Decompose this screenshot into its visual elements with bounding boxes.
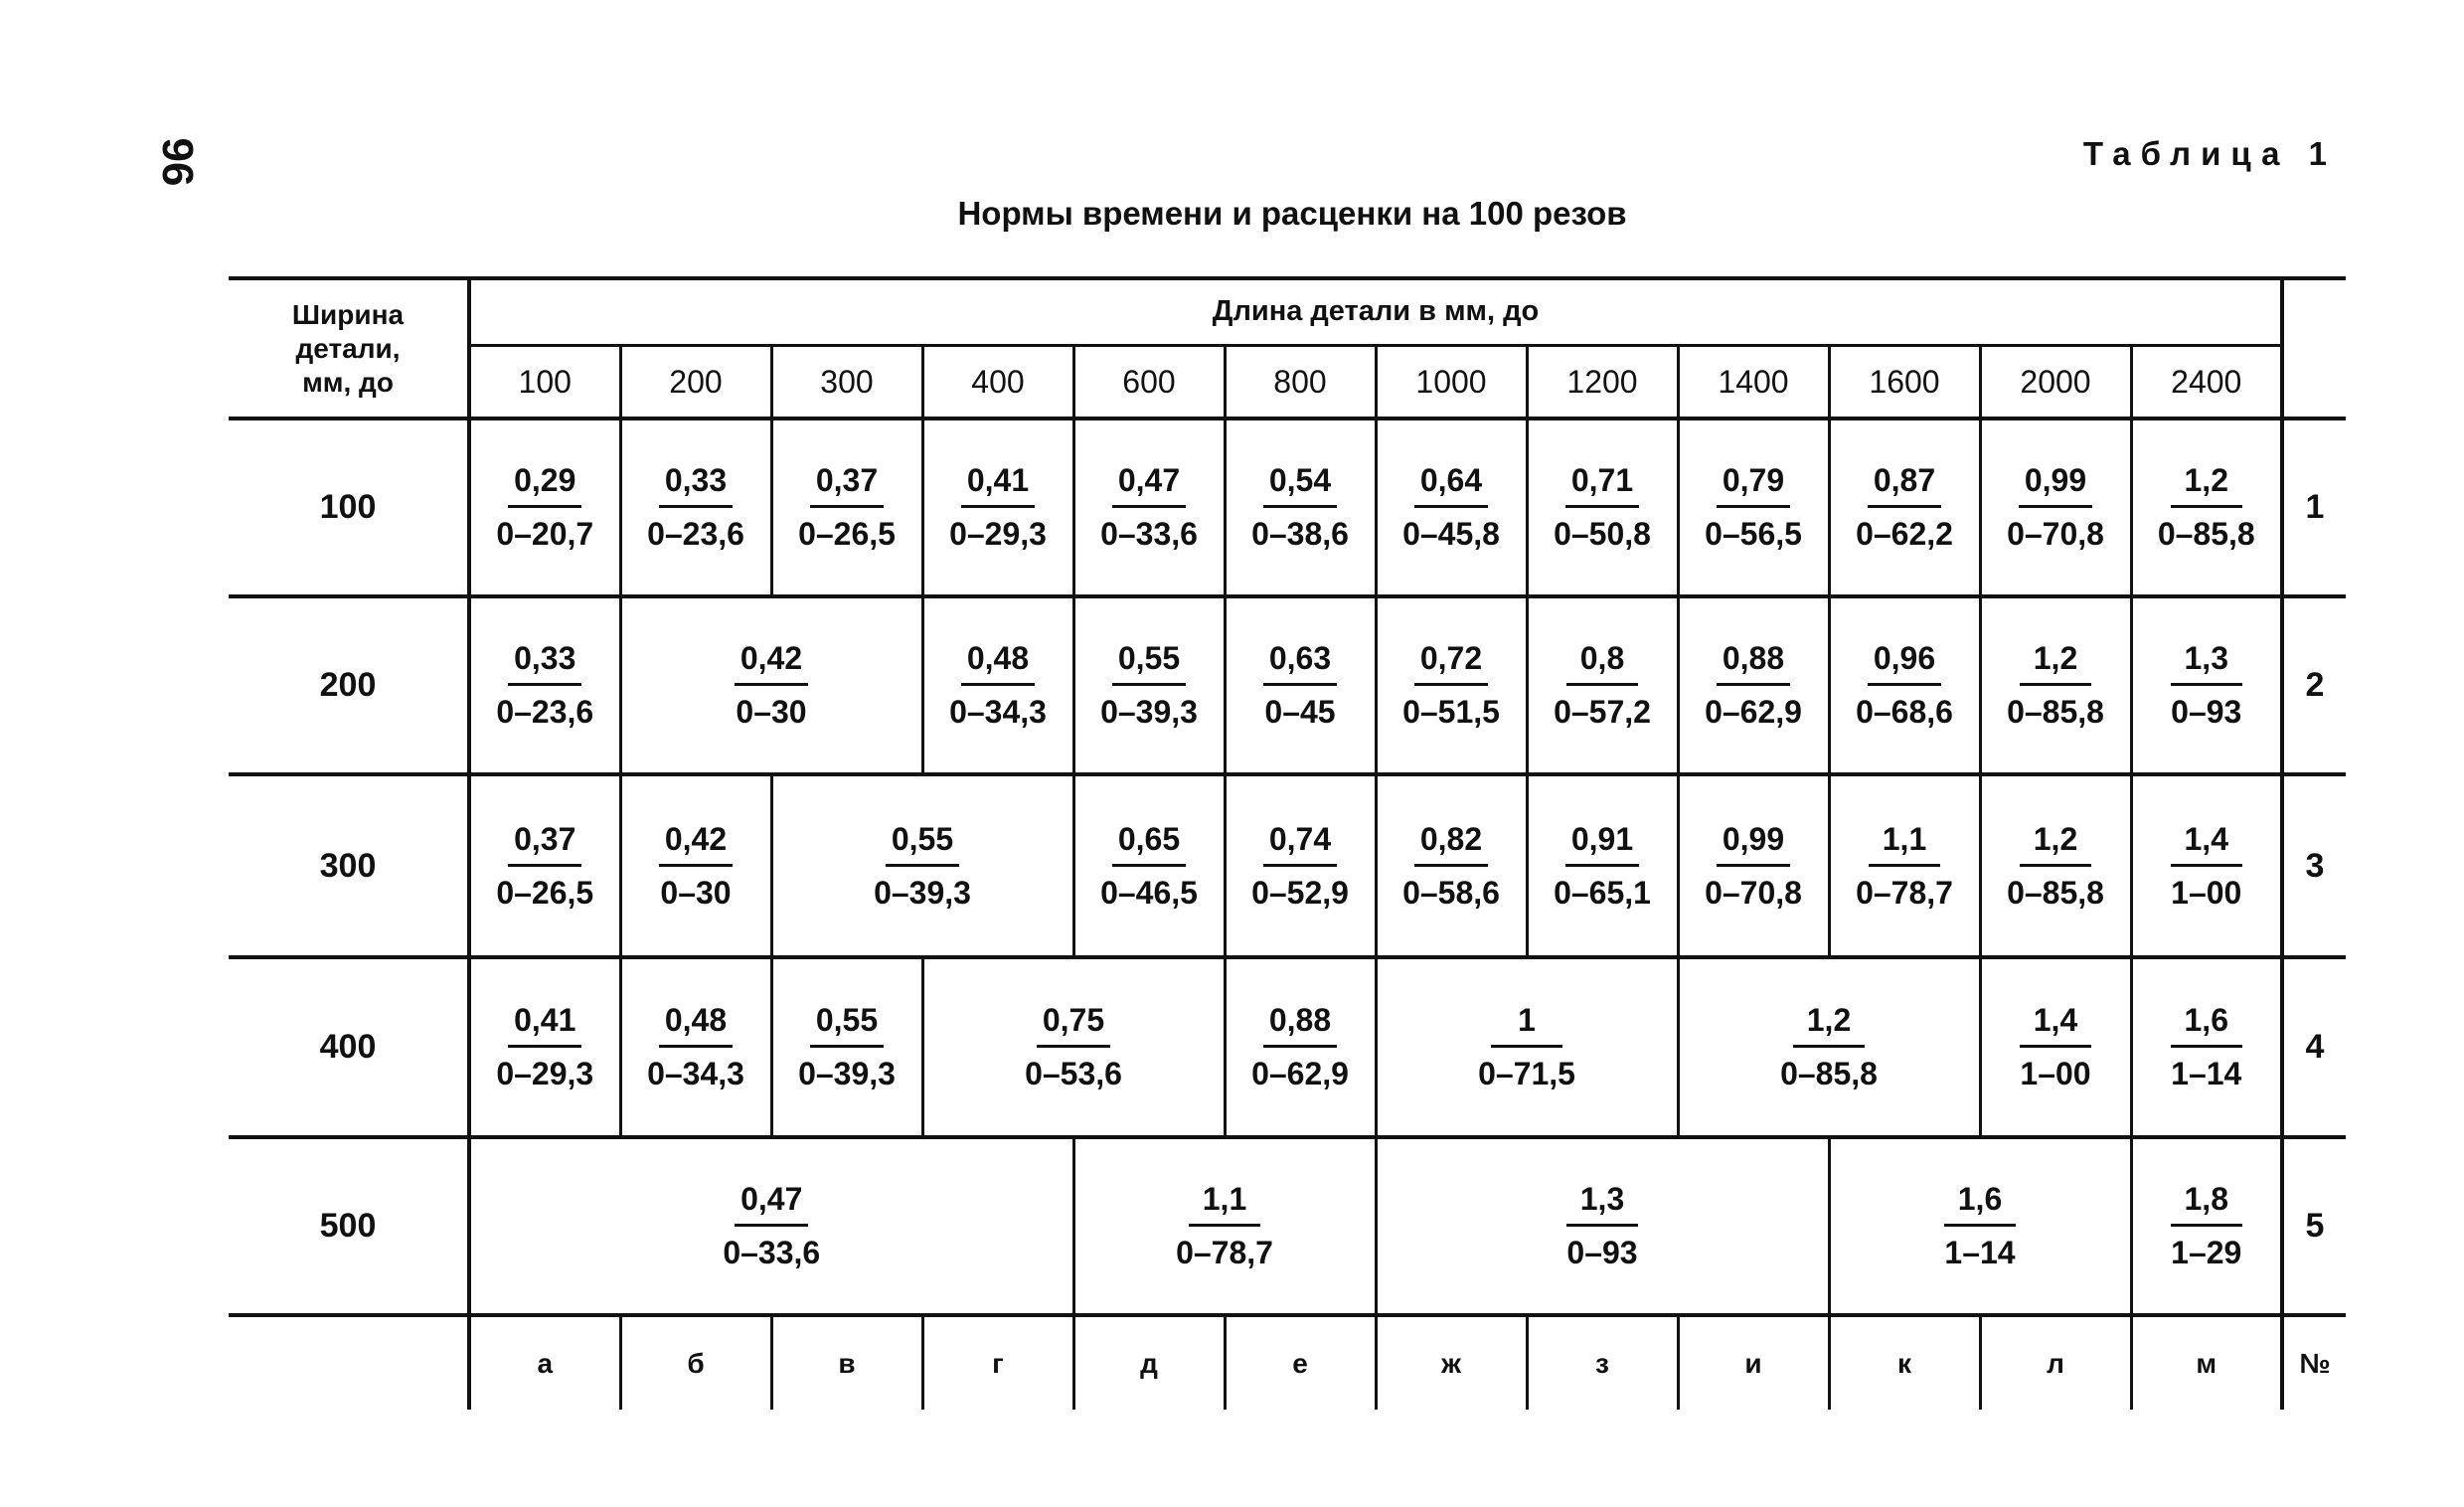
time-norm: 0,42 [659, 821, 733, 867]
row-width: 500 [229, 1137, 469, 1315]
rate-fraction [2171, 640, 2242, 731]
time-norm: 0,42 [735, 640, 808, 686]
rate-fraction [949, 462, 1047, 553]
column-letter: г [922, 1315, 1073, 1410]
time-norm: 0,55 [886, 821, 959, 867]
rate-fraction [874, 821, 971, 912]
header-width-line: детали, [295, 332, 401, 364]
rate-fraction [2007, 640, 2104, 731]
rate-fraction [496, 462, 593, 553]
rate-cell [469, 1137, 1073, 1315]
header-width-label [229, 278, 469, 419]
rate-price: 0–78,7 [1176, 1235, 1273, 1271]
time-norm: 0,47 [735, 1181, 808, 1227]
time-norm: 0,65 [1112, 821, 1186, 867]
rate-cell [1678, 596, 1829, 774]
column-letter: л [1980, 1315, 2131, 1410]
column-letter: а [469, 1315, 620, 1410]
time-norm: 0,41 [508, 1002, 581, 1048]
length-header: 200 [620, 345, 771, 419]
header-num-column [2282, 278, 2346, 419]
rate-fraction [1025, 1002, 1122, 1092]
rate-fraction [1705, 462, 1802, 553]
rate-cell [2131, 596, 2282, 774]
footer-row [229, 1315, 2346, 1410]
norms-table [229, 276, 2346, 1410]
rate-cell [1980, 596, 2131, 774]
rate-cell [1376, 957, 1678, 1137]
rate-price: 0–93 [2171, 694, 2242, 731]
time-norm: 1,3 [2171, 640, 2242, 686]
rate-price: 0–45 [1264, 694, 1336, 731]
rate-price: 0–34,3 [647, 1055, 744, 1091]
time-norm: 1,3 [1566, 1181, 1638, 1227]
row-number: 1 [2282, 419, 2346, 596]
time-norm: 0,33 [508, 640, 581, 686]
rate-cell [1678, 774, 1829, 956]
rate-cell [1829, 1137, 2131, 1315]
rate-fraction [1856, 462, 1953, 553]
rate-fraction [1705, 821, 1802, 912]
rate-price: 0–39,3 [874, 874, 971, 911]
time-norm: 0,91 [1565, 821, 1639, 867]
time-norm: 0,99 [2019, 462, 2092, 508]
time-norm: 0,55 [810, 1002, 884, 1048]
rate-price: 0–62,9 [1251, 1055, 1349, 1091]
rate-fraction [1856, 821, 1953, 912]
time-norm: 0,88 [1717, 640, 1790, 686]
row-width: 200 [229, 596, 469, 774]
table-title: Нормы времени и расценки на 100 резов [957, 195, 1627, 232]
rate-price: 1–14 [2171, 1055, 2242, 1091]
rate-cell [469, 774, 620, 956]
table-label: Таблица 1 [2082, 135, 2337, 172]
time-norm: 0,55 [1112, 640, 1186, 686]
rate-price: 0–52,9 [1251, 874, 1349, 911]
rate-fraction [659, 821, 733, 912]
rate-cell [1376, 1137, 1829, 1315]
rate-price: 0–29,3 [949, 516, 1047, 553]
rate-fraction [496, 1002, 593, 1092]
rate-cell [1678, 419, 1829, 596]
rate-price: 0–93 [1566, 1235, 1638, 1271]
table-row [229, 419, 2346, 596]
rate-fraction [1251, 821, 1349, 912]
rate-cell [1225, 596, 1376, 774]
rate-fraction [496, 640, 593, 731]
rate-price: 0–30 [660, 874, 732, 911]
time-norm: 1,4 [2020, 1002, 2091, 1048]
rate-fraction [1478, 1002, 1575, 1092]
time-norm: 0,48 [961, 640, 1035, 686]
time-norm: 0,88 [1263, 1002, 1337, 1048]
rate-price: 0–30 [736, 694, 807, 731]
time-norm: 0,72 [1414, 640, 1488, 686]
rate-price: 0–70,8 [2007, 516, 2104, 553]
column-letter: и [1678, 1315, 1829, 1410]
rate-price: 0–23,6 [647, 516, 744, 553]
rate-cell [620, 596, 922, 774]
time-norm: 0,99 [1717, 821, 1790, 867]
length-header: 2000 [1980, 345, 2131, 419]
header-width-line: мм, до [302, 366, 394, 398]
rate-cell [1678, 957, 1980, 1137]
rate-price: 1–29 [2171, 1235, 2242, 1271]
time-norm: 1,6 [1944, 1181, 2016, 1227]
time-norm: 0,8 [1566, 640, 1638, 686]
rate-price: 0–33,6 [723, 1235, 821, 1271]
rate-cell [1527, 596, 1678, 774]
rate-cell [469, 419, 620, 596]
header-width-line: Ширина [291, 298, 405, 330]
rate-fraction [2171, 821, 2242, 912]
rate-cell [1829, 419, 1980, 596]
rate-price: 0–53,6 [1025, 1055, 1122, 1091]
footer-num-label: № [2299, 1347, 2331, 1379]
row-number: 5 [2282, 1137, 2346, 1315]
rate-fraction [1856, 640, 1953, 731]
time-norm: 0,75 [1037, 1002, 1110, 1048]
rate-price: 0–57,2 [1554, 694, 1651, 731]
time-norm: 1,2 [2020, 821, 2091, 867]
rate-fraction [1251, 1002, 1349, 1092]
rate-price: 0–62,9 [1705, 694, 1802, 731]
rate-fraction [1100, 821, 1198, 912]
rate-cell [1980, 957, 2131, 1137]
rate-price: 0–39,3 [798, 1055, 896, 1091]
rate-cell [1073, 1137, 1376, 1315]
row-number: 2 [2282, 596, 2346, 774]
rate-cell [2131, 419, 2282, 596]
row-width: 300 [229, 774, 469, 956]
rate-fraction [1251, 462, 1349, 553]
time-norm: 0,47 [1112, 462, 1186, 508]
rate-fraction [2171, 1002, 2242, 1092]
rate-price: 0–85,8 [2007, 874, 2104, 911]
rate-fraction [798, 1002, 896, 1092]
length-header: 2400 [2131, 345, 2282, 419]
rate-cell [922, 957, 1225, 1137]
rate-cell [1073, 596, 1225, 774]
rate-price: 0–65,1 [1554, 874, 1651, 911]
rate-cell [771, 774, 1073, 956]
rate-cell [1376, 596, 1527, 774]
rate-cell [1980, 419, 2131, 596]
time-norm: 0,87 [1868, 462, 1941, 508]
rate-price: 0–56,5 [1705, 516, 1802, 553]
rate-cell [922, 419, 1073, 596]
rate-fraction [1100, 462, 1198, 553]
column-letter: з [1527, 1315, 1678, 1410]
table-row [229, 1137, 2346, 1315]
length-header: 1200 [1527, 345, 1678, 419]
rate-cell [2131, 774, 2282, 956]
rate-fraction [2020, 1002, 2091, 1092]
rate-price: 0–34,3 [949, 694, 1047, 731]
table-row [229, 596, 2346, 774]
rate-cell [1073, 774, 1225, 956]
rate-fraction [1554, 462, 1651, 553]
column-letter: в [771, 1315, 922, 1410]
header-length-label: Длина детали в мм, до [469, 278, 2282, 345]
time-norm: 0,63 [1263, 640, 1337, 686]
rate-cell [2131, 1137, 2282, 1315]
rate-price: 0–51,5 [1402, 694, 1500, 731]
rate-fraction [723, 1181, 820, 1271]
rate-fraction [2158, 462, 2255, 553]
column-letter: к [1829, 1315, 1980, 1410]
table-row [229, 774, 2346, 956]
rate-cell [922, 596, 1073, 774]
rate-cell [1376, 774, 1527, 956]
rate-price: 0–39,3 [1100, 694, 1198, 731]
rate-cell [620, 774, 771, 956]
rate-cell [469, 596, 620, 774]
time-norm: 1,2 [1793, 1002, 1865, 1048]
rate-cell [469, 957, 620, 1137]
rate-cell [620, 957, 771, 1137]
rate-price: 0–29,3 [496, 1055, 594, 1091]
rate-price: 1–00 [2171, 874, 2242, 911]
page-number: 96 [153, 137, 202, 187]
rate-fraction [798, 462, 896, 553]
rate-cell [2131, 957, 2282, 1137]
rate-cell [1829, 774, 1980, 956]
row-width: 100 [229, 419, 469, 596]
column-letter: б [620, 1315, 771, 1410]
time-norm: 0,37 [810, 462, 884, 508]
rate-cell [1376, 419, 1527, 596]
rate-fraction [1176, 1181, 1273, 1271]
rate-price: 0–26,5 [496, 874, 594, 911]
rate-fraction [1263, 640, 1337, 731]
rate-price: 0–70,8 [1705, 874, 1802, 911]
rate-price: 1–00 [2020, 1055, 2091, 1091]
time-norm: 1,8 [2171, 1181, 2242, 1227]
time-norm: 0,41 [961, 462, 1035, 508]
rate-fraction [1944, 1181, 2016, 1271]
rate-fraction [1705, 640, 1802, 731]
rate-price: 0–23,6 [496, 694, 594, 731]
rate-fraction [1100, 640, 1198, 731]
footer-empty-cell [229, 1315, 469, 1410]
rate-cell [1527, 774, 1678, 956]
rate-price: 0–68,6 [1856, 694, 1953, 731]
time-norm: 1,6 [2171, 1002, 2242, 1048]
rate-cell [1980, 774, 2131, 956]
rate-price: 0–62,2 [1856, 516, 1953, 553]
rate-fraction [647, 1002, 744, 1092]
rate-price: 0–20,7 [496, 516, 594, 553]
time-norm: 0,71 [1565, 462, 1639, 508]
column-letter: м [2131, 1315, 2282, 1410]
time-norm: 0,74 [1263, 821, 1337, 867]
rate-fraction [1402, 821, 1500, 912]
column-letter: д [1073, 1315, 1225, 1410]
time-norm: 0,64 [1414, 462, 1488, 508]
rate-fraction [1566, 1181, 1638, 1271]
time-norm: 0,37 [508, 821, 581, 867]
rate-price: 0–71,5 [1478, 1055, 1575, 1091]
rate-fraction [1780, 1002, 1878, 1092]
rate-cell [1225, 419, 1376, 596]
time-norm: 1,1 [1869, 821, 1940, 867]
rate-price: 1–14 [1944, 1235, 2016, 1271]
rate-price: 0–38,6 [1251, 516, 1349, 553]
time-norm: 0,33 [659, 462, 733, 508]
row-number: 4 [2282, 957, 2346, 1137]
time-norm: 0,48 [659, 1002, 733, 1048]
row-width: 400 [229, 957, 469, 1137]
rate-price: 0–45,8 [1402, 516, 1500, 553]
rate-fraction [735, 640, 808, 731]
time-norm: 1,4 [2171, 821, 2242, 867]
time-norm: 0,54 [1263, 462, 1337, 508]
length-header: 800 [1225, 345, 1376, 419]
time-norm: 0,96 [1868, 640, 1941, 686]
length-header: 1000 [1376, 345, 1527, 419]
length-header: 600 [1073, 345, 1225, 419]
rate-price: 0–85,8 [1780, 1055, 1878, 1091]
rate-price: 0–85,8 [2157, 516, 2255, 553]
rate-price: 0–58,6 [1402, 874, 1500, 911]
row-number: 3 [2282, 774, 2346, 956]
rate-cell [620, 419, 771, 596]
rate-cell [771, 419, 922, 596]
column-letter: е [1225, 1315, 1376, 1410]
rate-price: 0–78,7 [1856, 874, 1953, 911]
length-header: 400 [922, 345, 1073, 419]
rate-fraction [647, 462, 744, 553]
rate-price: 0–50,8 [1554, 516, 1651, 553]
rate-fraction [2171, 1181, 2242, 1271]
rate-cell [1225, 774, 1376, 956]
time-norm: 0,29 [508, 462, 581, 508]
rate-fraction [2007, 821, 2104, 912]
column-letter: ж [1376, 1315, 1527, 1410]
time-norm: 1,2 [2020, 640, 2091, 686]
rate-price: 0–85,8 [2007, 694, 2104, 731]
length-header: 1600 [1829, 345, 1980, 419]
rate-fraction [1554, 640, 1651, 731]
time-norm: 1,2 [2171, 462, 2242, 508]
rate-price: 0–26,5 [798, 516, 896, 553]
length-header: 100 [469, 345, 620, 419]
rate-fraction [1554, 821, 1651, 912]
rate-cell [1829, 596, 1980, 774]
table-row [229, 957, 2346, 1137]
rate-fraction [2007, 462, 2104, 553]
rate-fraction [496, 821, 593, 912]
rate-cell [1527, 419, 1678, 596]
rate-cell [1225, 957, 1376, 1137]
time-norm: 1,1 [1189, 1181, 1260, 1227]
length-header: 1400 [1678, 345, 1829, 419]
rate-cell [1073, 419, 1225, 596]
time-norm: 1 [1491, 1002, 1562, 1048]
rate-fraction [1402, 640, 1500, 731]
time-norm: 0,82 [1414, 821, 1488, 867]
length-header: 300 [771, 345, 922, 419]
rate-cell [771, 957, 922, 1137]
rate-fraction [949, 640, 1047, 731]
rate-price: 0–33,6 [1100, 516, 1198, 553]
time-norm: 0,79 [1717, 462, 1790, 508]
rate-price: 0–46,5 [1100, 874, 1198, 911]
rate-fraction [1402, 462, 1500, 553]
